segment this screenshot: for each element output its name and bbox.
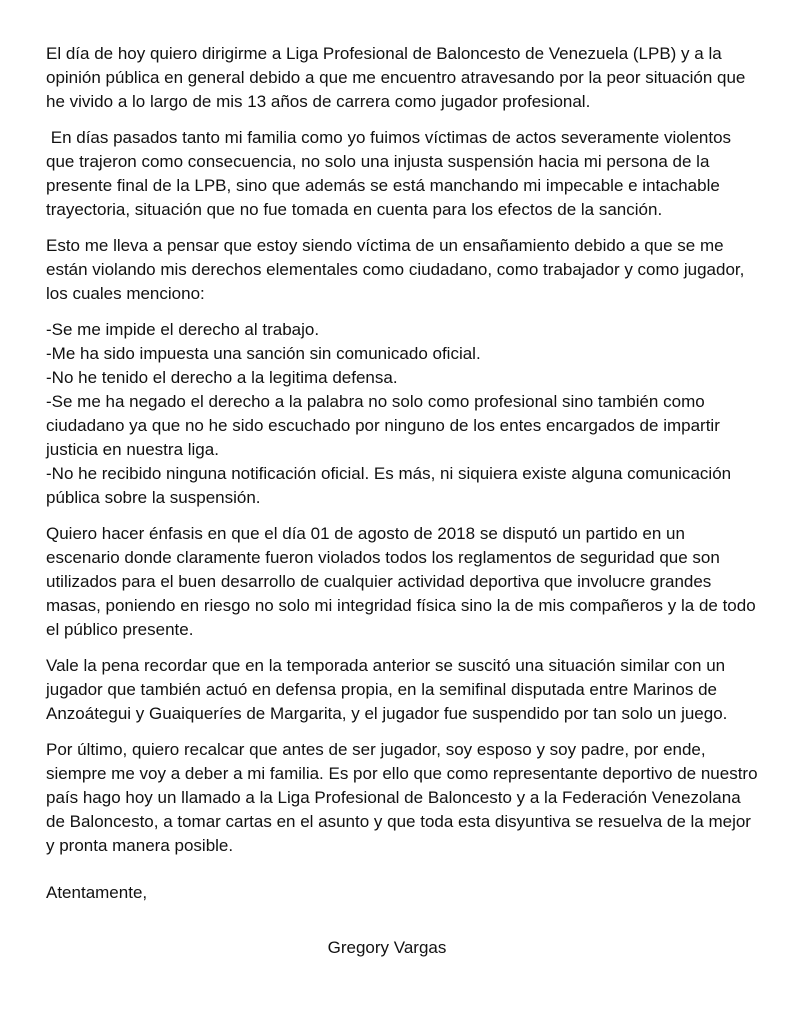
list-item: -Me ha sido impuesta una sanción sin comunicado oficial. xyxy=(46,344,481,363)
closing: Atentamente, xyxy=(46,883,148,902)
list-item: -Se me ha negado el derecho a la palabra no solo como profesional sino también como ciudadano ya que no he sido escuchado por ninguno de los entes encargados de impartir justicia en nuestra liga. xyxy=(46,392,720,459)
paragraph-rights-intro: Esto me lleva a pensar que estoy siendo víctima de un ensañamiento debido a que se me están violando mis derechos elementales como ciudadano, como trabajador y como jugador, los cuales menciono: xyxy=(46,236,750,303)
paragraph-incident: En días pasados tanto mi familia como yo fuimos víctimas de actos severamente violentos que trajeron como consecuencia, no solo una injusta suspensión hacia mi persona de la presente final de la LPB, sino que además se está manchando mi impecable e intachable trayectoria, situación que no fue tomada en cuenta para los efectos de la sanción. xyxy=(46,128,736,219)
list-item: -No he tenido el derecho a la legitima defensa. xyxy=(46,368,398,387)
signature: Gregory Vargas xyxy=(327,938,447,957)
list-item: -Se me impide el derecho al trabajo. xyxy=(46,320,320,339)
letter-body xyxy=(46,42,763,960)
list-item: -No he recibido ninguna notificación oficial. Es más, ni siquiera existe alguna comunicación pública sobre la suspensión. xyxy=(46,464,732,507)
paragraph-conclusion: Por último, quiero recalcar que antes de ser jugador, soy esposo y soy padre, por ende, siempre me voy a deber a mi familia. Es por ello que como representante deportivo de nuestro país hago hoy un llamado a la Liga Profesional de Baloncesto y a la Federación Venezolana de Baloncesto, a tomar cartas en el asunto y que toda esta disyuntiva se resuelva de la mejor y pronta manera posible. xyxy=(46,740,763,855)
paragraph-emphasis: Quiero hacer énfasis en que el día 01 de agosto de 2018 se disputó un partido en un escenario donde claramente fueron violados todos los reglamentos de seguridad que son utilizados para el buen desarrollo de cualquier actividad deportiva que involucre grandes masas, poniendo en riesgo no solo mi integridad física sino la de mis compañeros y la de todo el público presente. xyxy=(46,524,761,639)
rights-list xyxy=(46,318,758,510)
paragraph-precedent: Vale la pena recordar que en la temporada anterior se suscitó una situación similar con un jugador que también actuó en defensa propia, en la semifinal disputada entre Marinos de Anzoátegui y Guaiqueríes de Margarita, y el jugador fue suspendido por tan solo un juego. xyxy=(46,656,730,723)
paragraph-intro: El día de hoy quiero dirigirme a Liga Profesional de Baloncesto de Venezuela (LPB) y a la opinión pública en general debido a que me encuentro atravesando por la peor situación que he vivido a lo largo de mis 13 años de carrera como jugador profesional. xyxy=(46,44,751,111)
